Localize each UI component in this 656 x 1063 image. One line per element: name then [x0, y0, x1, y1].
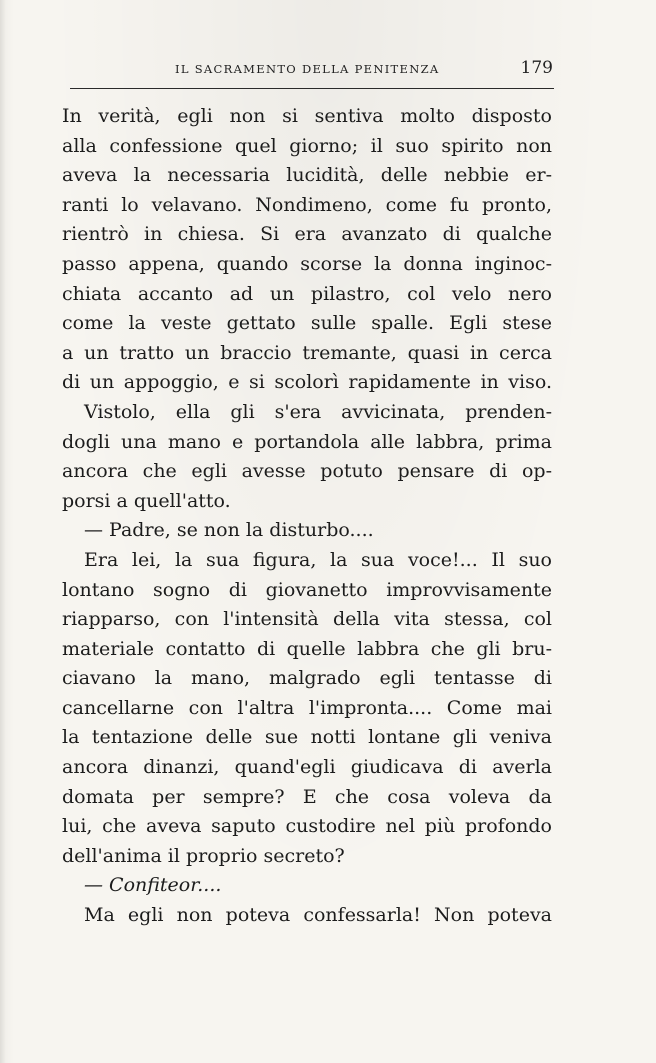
text-line: come la veste gettato sulle spalle. Egli stese — [62, 312, 552, 335]
text-line: ciavano la mano, malgrado egli tentasse di — [62, 667, 552, 690]
page-header — [60, 60, 555, 84]
text-line: alla confessione quel giorno; il suo spirito non — [62, 134, 552, 157]
text-line: lontano sogno di giovanetto improvvisamente — [62, 578, 552, 601]
dialogue-line: — Padre, se non la disturbo.... — [84, 519, 374, 542]
text-line: lui, che aveva saputo custodire nel più profondo — [62, 815, 552, 838]
text-line: la tentazione delle sue notti lontane gli veniva — [62, 726, 552, 749]
text-line: In verità, egli non si sentiva molto disposto — [62, 105, 552, 127]
text-line: a un tratto un braccio tremante, quasi in cerca — [62, 341, 552, 364]
text-line: Vistolo, ella gli s'era avvicinata, prenden- — [84, 400, 552, 423]
text-line: dell'anima il proprio secreto? — [62, 844, 345, 867]
text-line: dogli una mano e portandola alle labbra, prima — [62, 430, 552, 453]
text-line: ancora dinanzi, quand'egli giudicava di averla — [62, 756, 552, 779]
text-line: Ma egli non poteva confessarla! Non poteva — [84, 904, 552, 927]
body-text — [62, 102, 552, 931]
header-rule — [70, 88, 554, 89]
text-line: materiale contatto di quelle labbra che gli bru- — [62, 637, 552, 660]
running-title: IL SACRAMENTO DELLA PENITENZA — [175, 62, 440, 76]
text-line: riapparso, con l'intensità della vita stessa, col — [62, 608, 552, 631]
text-line: Era lei, la sua figura, la sua voce!... Il suo — [84, 548, 552, 571]
text-line: di un appoggio, e si scolorì rapidamente in viso. — [62, 371, 552, 394]
text-line: porsi a quell'atto. — [62, 489, 231, 512]
text-line: aveva la necessaria lucidità, delle nebbie er- — [62, 164, 552, 187]
text-line: cancellarne con l'altra l'impronta.... Come mai — [62, 696, 552, 719]
text-line: ancora che egli avesse potuto pensare di op- — [62, 460, 552, 483]
text-line: passo appena, quando scorse la donna inginoc- — [62, 252, 552, 275]
text-line: ranti lo velavano. Nondimeno, come fu pronto, — [62, 193, 552, 216]
text-line: domata per sempre? E che cosa voleva da — [62, 785, 552, 808]
dialogue-line: — Confiteor.... — [84, 874, 222, 897]
text-line: chiata accanto ad un pilastro, col velo nero — [62, 282, 552, 305]
page-number: 179 — [520, 58, 553, 78]
text-line: rientrò in chiesa. Si era avanzato di qualche — [62, 223, 552, 246]
